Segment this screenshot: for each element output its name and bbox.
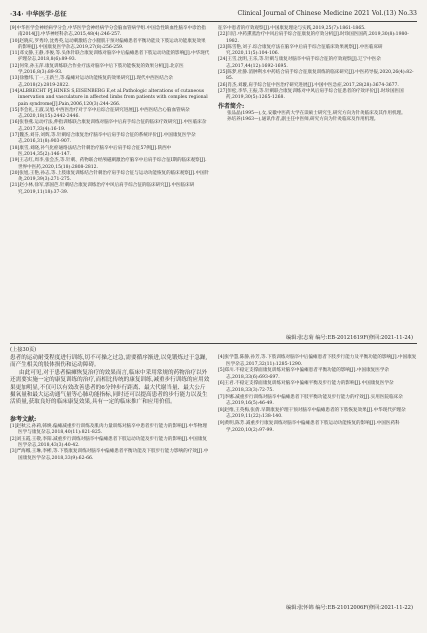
bottom-left-column [10,355,210,462]
editor-note-bottom: 编辑:张怀锦 编号:EB-21012006F(修回:2021-11-22) [286,605,413,611]
reference-item: [22]闫启.中药熏蒸治疗中风后肩手综合征康复的疗效分析[J].时珍国医国药,2019,30(8):1980-1982. [218,32,409,44]
reference-item: [1]赵秋云,孙莉,韩焕.偏瘫减重步行训练及肌肉力量训练对脑卒中患者步行能力的影响[J].中华物理医学与康复杂志,2018,40(11):821-825. [10,423,207,436]
reference-item: [24]王雪,沈明,王乐,等.针刺与康复对脑卒中肩手综合征的疗效观察[J].辽宁中医杂志,2017,44(12):1692-1695. [218,57,381,69]
reference-item: [20]张旭,王艳,孙志,等.上肢康复训练结合针刺治疗肩手综合征与运动功能恢复的临床观察[J].中国针灸,2019,39(3):271-275. [10,170,210,183]
reference-item: [5]郑川.不稳定支撑面康复训练对脑卒中偏瘫患者平衡功能的影响[J].中国康复医学杂志,2018,33(6):693-697. [218,368,390,380]
reference-item: [2]刘玉霞,王敬,李阳.减重步行训练对脑卒中偏瘫患者下肢运动功能及步行能力的影响[J].中国康复医学杂志,2018,43(3):40-42. [10,436,207,449]
reference-item: [14]ALBRECHT PJ,HINES S,EISENBERG E,et al.Pathologic alterations of cutaneous innervation and vasculature in affected limbs from patients with complex regional pain syndrome[J].Pain,2006,120(3):244-266. [10,88,208,107]
top-right-column [218,26,418,123]
author-bio: 孙培养(1963—),通讯作者,副主任中医师,研究方向为针灸临床及作用机理。 [227,116,379,122]
reference-item: [15]李会礼,王淑,吴旭.中西医治疗对于卒中后综合征研究进展[J].中西医结合心脑血管病杂志,2020,18(15):2442-2446. [10,107,190,120]
reference-item: [23]陈雪艳,刘子.综合康复疗法在脑卒中后肩手综合征临床效果观察[J].中医临床研究,2020,11(5):104-106. [218,44,383,57]
top-left-references [10,26,210,196]
author-bio: 张品晶(1995—),女,安徽中医药大学在读硕士研究生,研究方向为针灸临床及其作用机理。 [227,110,406,116]
references-heading: 参考文献: [10,415,37,423]
body-paragraph: 由此可见,对于患者偏瘫恢复治疗的效果而言,临床中采用常规的药物治疗以外还需要实施一定的康复训练的治疗,而相比传统的康复训练,减重步行训练的应用效果更加明显,不仅可以有效改善患者的6分钟步行距离、最大代谢当量、最大公斤摄氧量和最大运动通气量等心肺功能指标,同时还可以提高患者的步行能力以及生活质量,获取良好的临床康复效果,具有一定的临床推广和应用价值。 [10,369,210,406]
reference-item: [13]徐雅纬,丁一,王新兰,等.偏瘫对运动功能恢复的效果研究[J].现代中西医结合杂志,2018(2):2819-2822. [10,76,173,88]
reference-item: [11]邓文静,王静,李俊,等.头体针联合康复训练对脑卒中后偏瘫患者下肢运动功能的影响[J].中华现代护理杂志,2018,8(6):89-93. [10,51,210,63]
bottom-left-references [10,424,210,462]
reference-item: [4]张学慧,陈静,孙芳,等.下肢训练对脑卒中后偏瘫患者下肢步行能力及平衡功能的影响[J].中国康复医学杂志,2017,32(11):1285-1290. [218,355,417,367]
editor-note-top: 编辑:张志菊 编号:EB-20121619F(修回:2021-11-24) [286,335,413,341]
reference-item: [16]张春燕.运动疗法,伸指训练联合康复训练对脑卒中后肩手综合征的临床疗效研究[J].中医临床杂志,2017,33(4):16-19. [10,120,207,132]
reference-item: [8]赵维,王英梅,张倩.早期康复护理干预对脑卒中偏瘫患者的下肢恢复效果[J].中华现代护理杂志,2019,11(22):138-140. [218,407,406,420]
reference-item: [27]彭松,李华,王振,等.针刺联合康复训练对中风后肩手综合征患者的疗效评价[J].时珍国医国药,2019,30(5):1265-1268. [218,88,404,101]
reference-item: [21]赵小林,徐军,郭国芭.针刺结合康复训练治疗中风后肩手综合征的临床研究[J].中医临床研究,2019,11(18):37-39. [10,183,195,195]
header-left: ·34· 中华医学·总征 [10,10,67,18]
reference-item: [7]李娜.减重步行训练对脑卒中偏瘫患者下肢平衡功能及步行能力的疗效[J].实用医院临床杂志,2019,16(5):46-49. [218,394,403,407]
reference-item: [9]中华医学会神经病学分会,中华医学会神经病学分会脑血管病学组.中国急性缺血性脑卒中诊治指南2014[J].中华神经科杂志,2015,48(4):246-257. [10,26,206,38]
reference-item: 征卒中患者的疗效观察[J].中国康复理论与实践,2019,25(7):1861-1865. [218,26,366,31]
body-paragraph: 患者的运动耐受程度进行训练,切不可操之过急,需要循序渐进,以免锻炼过于急躁,而产生相关的肢体损伤和运动障碍。 [10,355,208,369]
reference-item: [10]赵晓庆,罗秀玲,沈秀英,运动刺激结合小腿肌干预对偏瘫患者平衡功能及下肢运动功能康复效果的影响[J].中国康复医学杂志,2019,27(8):256-259. [10,38,206,50]
reference-item: [19]王志红,周李,张会杰,等.针刺、药物联合经颅磁刺激治疗脑卒中后肩手综合征I期的临床观察[J].世界中医药,2020,15(18):2808-2812. [10,158,207,170]
author-heading: 作者简介: [218,102,245,110]
bottom-right-references [218,355,418,434]
reference-item: [12]何荣,孙玉萍.康复训练联合作业疗法对脑卒中后下肢功能恢复的效果分析[J].北京医学,2016,8(3):89-93. [10,63,184,76]
header-rule [10,21,417,22]
reference-item: [26]肖杰,刘璇,肩手综合征中医治疗研究进展[J].中国中医急症,2017,28(28):3674-3677. [218,82,399,88]
reference-item: [6]王君.不稳定支撑面康复训练对脑卒中偏瘫平衡及步行能力的影响[J].中国康复医学杂志,2018,33(3):72-75. [218,381,394,393]
reference-item: [25]陈梦,杜静.消肿利水中药结合肩手综合征康复训练的临床研究[J].中医药导报,2020,26(4):82-85. [218,70,414,82]
section-rule [10,343,417,344]
header-right: Clinical Journal of Chinese Medicine 2021 Vol.(13) No.33 [237,9,417,17]
reference-item: [18]康雪,刘晓,补气化瘀通络法结合针刺治疗脑卒中后肩手综合征57例[J].陕西中医,2014,35(2):146-147. [10,145,172,157]
reference-item: [17]魏杰,刘芬,刘辉,等.针刺结合康复治疗脑卒中后肩手综合征的系统评价[J].中国康复医学杂志,2016,31(8):903-907. [10,133,196,145]
reference-item: [9]黄明,陈芳.减重步行康复训练对脑卒中偏瘫患者下肢运动功能恢复的影响[J].中国医药科学,2020,10(2):97-99. [218,420,400,433]
reference-item: [3]严海娜,王琳,李彬,等.下肢康复训练对脑卒中偏瘫患者平衡功能及下肢步行能力影响的疗效[J].中国康复医学杂志,2018,33(9):62-66. [10,449,209,461]
continuation-note: (上接30页) [10,347,37,353]
page-header [10,6,417,20]
